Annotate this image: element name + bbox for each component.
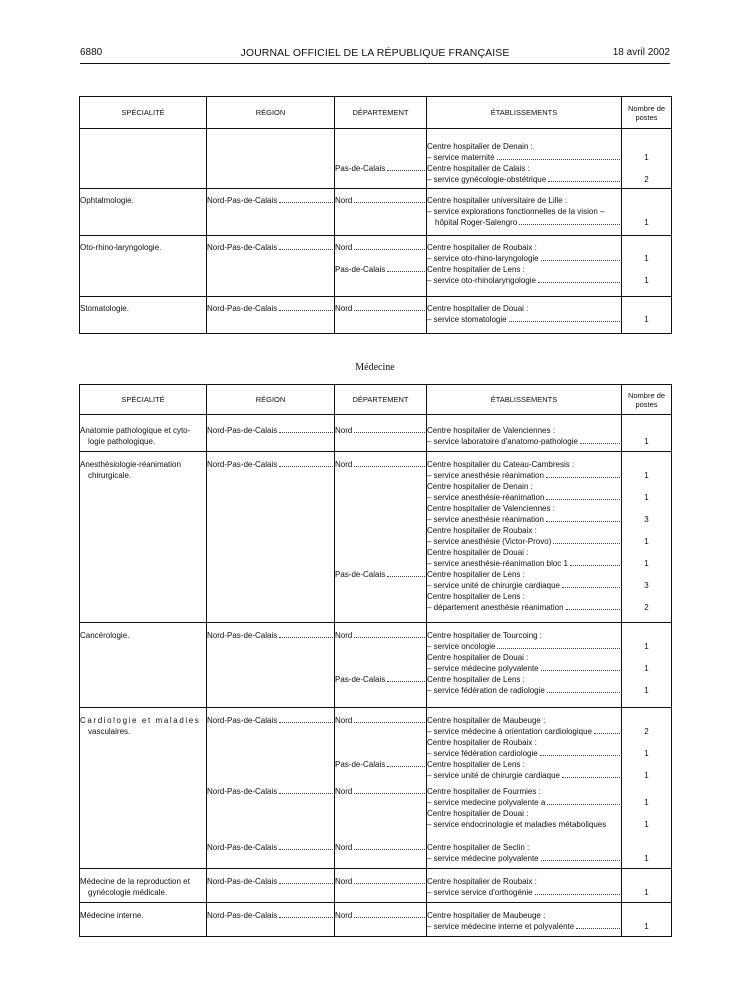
specialite-cell [80,452,207,623]
postes-table-medecine [79,384,672,937]
service-name: – service anesthésie réanimation [427,515,544,524]
region-cell [207,189,335,236]
section-title: Médecine [355,362,395,373]
establishment-name: Centre hospitalier de Douai : [427,304,529,313]
service-name: – département anesthésie réanimation [427,603,564,612]
nombre-cell [622,129,672,189]
postes-count: 1 [644,559,649,568]
departement-cell [335,415,427,452]
departement-text: Nord [335,460,353,469]
departement-text: Pas-de-Calais [335,570,386,579]
nombre-cell [622,415,672,452]
nombre-cell [622,708,672,782]
col-specialite: SPÉCIALITÉ [80,97,207,129]
departement-text: Nord [335,911,353,920]
region-text: Nord-Pas-de-Calais [207,304,278,313]
departement-cell [335,189,427,236]
region-cell [207,236,335,297]
service-name: – service unité de chirurgie cardiaque [427,581,560,590]
departement-cell [335,903,427,937]
establishment-name: Centre hospitalier de Roubaix : [427,526,537,535]
service-name: – service médecine à orientation cardiologique [427,727,592,736]
service-name: – service endocrinologie et maladies métaboliques [427,819,607,829]
service-name: – service médecine polyvalente [427,664,539,673]
postes-count: 1 [644,749,649,758]
region-text: Nord-Pas-de-Calais [207,426,278,435]
col-nombre-line2: postes [635,399,658,409]
etablissements-cell [427,623,622,708]
region-cell [207,903,335,937]
etablissements-cell [427,782,622,835]
nombre-cell [622,452,672,623]
col-departement: DÉPARTEMENT [335,385,427,415]
specialite-text: Oto-rhino-laryngologie. [80,243,162,252]
specialite-text: Médecine de la reproduction et [80,877,190,886]
establishment-name: Centre hospitalier de Douai : [427,808,529,818]
departement-cell [335,835,427,869]
specialite-cell [80,129,207,189]
table-row [80,708,672,782]
table-row [80,297,672,334]
postes-count: 1 [644,493,649,502]
etablissements-cell [427,297,622,334]
specialite-cell [80,835,207,869]
etablissements-cell [427,452,622,623]
establishment-name: Centre hospitalier de Roubaix : [427,738,537,747]
specialite-cell [80,869,207,903]
table-row [80,869,672,903]
service-name: – service gynécologie-obstétrique [427,175,547,184]
col-nombre-line1: Nombre de [627,390,666,400]
region-cell [207,129,335,189]
departement-text: Nord [335,304,353,313]
establishment-name: Centre hospitalier de Roubaix : [427,877,537,886]
service-name: – service explorations fonctionnelles de la vision – [427,207,605,216]
page-number: 6880 [80,47,103,58]
departement-text: Nord [335,877,353,886]
region-cell [207,835,335,869]
service-name: – service fédération de radiologie [427,686,545,695]
etablissements-cell [427,129,622,189]
specialite-text: Anesthésiologie-réanimation [80,460,181,469]
postes-count: 1 [644,797,649,807]
service-name: – service oto-rhino-laryngologie [427,254,539,263]
postes-count: 1 [644,276,649,285]
departement-text: Nord [335,786,353,796]
establishment-name: Centre hospitalier de Lens : [427,675,525,684]
etablissements-cell [427,415,622,452]
specialite-text: Stomatologie. [80,304,129,313]
departement-cell [335,708,427,782]
region-text: Nord-Pas-de-Calais [207,243,278,252]
establishment-name: Centre hospitalier de Maubeuge : [427,911,546,920]
region-text: Nord-Pas-de-Calais [207,460,278,469]
region-cell [207,297,335,334]
region-cell [207,869,335,903]
establishment-name: Centre hospitalier de Calais : [427,164,530,173]
establishment-name: Centre hospitalier de Lens : [427,760,525,769]
establishment-name: Centre hospitalier universitaire de Lille : [427,196,568,205]
postes-count: 1 [644,315,649,324]
nombre-cell [622,236,672,297]
specialite-text: Médecine interne. [80,911,144,920]
specialite-cell [80,189,207,236]
etablissements-cell [427,708,622,782]
service-name: – service oncologie [427,642,496,651]
specialite-cell [80,236,207,297]
service-name: – service stomatologie [427,315,507,324]
nombre-cell [622,189,672,236]
service-name: – service médecine interne et polyvalente [427,922,575,931]
specialite-text: Anatomie pathologique et cyto- [80,426,191,435]
nombre-cell [622,903,672,937]
postes-count: 1 [644,153,649,162]
departement-text: Nord [335,842,353,852]
specialite-text: chirurgicale. [88,471,132,480]
departement-cell [335,297,427,334]
nombre-cell [622,869,672,903]
service-name: – service médecine polyvalente [427,853,539,863]
postes-count: 1 [644,853,649,863]
postes-table-1 [79,96,672,334]
postes-count: 2 [644,727,649,736]
postes-count: 1 [644,686,649,695]
col-region: RÉGION [207,97,335,129]
departement-cell [335,452,427,623]
establishment-name: Centre hospitalier de Roubaix : [427,243,537,252]
table-row [80,236,672,297]
establishment-name: Centre hospitalier de Lens : [427,570,525,579]
region-cell [207,708,335,782]
service-name: – service service d'orthogénie [427,888,533,897]
departement-text: Pas-de-Calais [335,760,386,769]
establishment-name: Centre hospitalier de Valenciennes : [427,504,555,513]
col-region: RÉGION [207,385,335,415]
specialite-cell [80,903,207,937]
establishment-name: Centre hospitalier de Lens : [427,592,525,601]
departement-cell [335,623,427,708]
publication-date: 18 avril 2002 [612,47,670,58]
departement-cell [335,869,427,903]
nombre-cell [622,835,672,869]
establishment-name: Centre hospitalier de Fourmies : [427,786,541,796]
departement-text: Nord [335,243,353,252]
specialite-text: logie pathologique. [88,437,156,446]
region-cell [207,452,335,623]
specialite-text: vasculaires. [88,727,131,736]
postes-count: 1 [644,537,649,546]
specialite-cell [80,623,207,708]
departement-text: Pas-de-Calais [335,265,386,274]
nombre-cell [622,297,672,334]
departement-cell [335,129,427,189]
departement-cell [335,236,427,297]
table-row [80,452,672,623]
departement-text: Nord [335,631,353,640]
specialite-cell [80,708,207,782]
departement-text: Nord [335,716,353,725]
table-row [80,189,672,236]
postes-count: 1 [644,437,649,446]
postes-count: 1 [644,888,649,897]
establishment-name: Centre hospitalier de Denain : [427,142,533,151]
col-specialite: SPÉCIALITÉ [80,385,207,415]
postes-count: 2 [644,175,649,184]
departement-text: Nord [335,426,353,435]
specialite-cell [80,415,207,452]
postes-count: 3 [644,581,649,590]
region-text: Nord-Pas-de-Calais [207,877,278,886]
service-name: – service fédération cardiologie [427,749,538,758]
establishment-name: Centre hospitalier de Douai : [427,653,529,662]
table-row [80,623,672,708]
postes-count: 1 [644,218,649,227]
postes-count: 1 [644,642,649,651]
service-name: – service laboratoire d'anatomo-pathologie [427,437,578,446]
departement-text: Nord [335,196,353,205]
postes-count: 1 [644,922,649,931]
region-cell [207,415,335,452]
col-departement: DÉPARTEMENT [335,97,427,129]
service-name: – service anesthésie-réanimation bloc 1 [427,559,568,568]
col-nombre-postes [622,385,672,415]
col-nombre-postes [622,97,672,129]
service-name: – service anesthésie-réanimation [427,493,545,502]
table-row [80,782,672,835]
establishment-name: Centre hospitalier de Lens : [427,265,525,274]
region-text: Nord-Pas-de-Calais [207,911,278,920]
service-name: hôpital Roger-Salengro [435,218,518,227]
service-name: – service oto-rhinolaryngologie [427,276,536,285]
table-row [80,835,672,869]
postes-count: 1 [644,771,649,780]
region-text: Nord-Pas-de-Calais [207,786,278,796]
nombre-cell [622,623,672,708]
region-text: Nord-Pas-de-Calais [207,716,278,725]
establishment-name: Centre hospitalier de Douai : [427,548,529,557]
col-nombre-line1: Nombre de [627,103,666,113]
establishment-name: Centre hospitalier de Valenciennes : [427,426,555,435]
service-name: – service anesthésie (Victor-Provo) [427,537,552,546]
col-etablissements: ÉTABLISSEMENTS [427,385,622,415]
establishment-name: Centre hospitalier de Tourcoing : [427,631,543,640]
region-cell [207,623,335,708]
region-cell [207,782,335,835]
table-row [80,415,672,452]
establishment-name: Centre hospitalier de Maubeuge : [427,716,546,725]
service-name: – service unité de chirurgie cardiaque [427,771,560,780]
col-nombre-line2: postes [635,112,658,122]
table-row [80,903,672,937]
establishment-name: Centre hospitalier de Seclin : [427,842,530,852]
etablissements-cell [427,189,622,236]
etablissements-cell [427,869,622,903]
service-name: – service maternité [427,153,495,162]
specialite-text: Cancérologie. [80,631,130,640]
specialite-text: Cardiologie et maladies [80,716,201,725]
header-rule [80,63,670,64]
establishment-name: Centre hospitalier du Cateau-Cambresis : [427,460,575,469]
service-name: – service medecine polyvalente a [427,797,546,807]
nombre-cell [622,782,672,835]
departement-cell [335,782,427,835]
region-text: Nord-Pas-de-Calais [207,196,278,205]
specialite-cell [80,782,207,835]
table-row [80,129,672,189]
region-text: Nord-Pas-de-Calais [207,842,278,852]
specialite-cell [80,297,207,334]
postes-count: 3 [644,515,649,524]
postes-count: 1 [644,471,649,480]
establishment-name: Centre hospitalier de Denain : [427,482,533,491]
postes-count: 1 [644,254,649,263]
specialite-text: Ophtalmologie. [80,196,134,205]
postes-count: 1 [644,819,649,829]
specialite-text: gynécologie médicale. [88,888,168,897]
postes-count: 1 [644,664,649,673]
etablissements-cell [427,236,622,297]
service-name: – service anesthésie réanimation [427,471,544,480]
region-text: Nord-Pas-de-Calais [207,631,278,640]
departement-text: Pas-de-Calais [335,164,386,173]
journal-title: JOURNAL OFFICIEL DE LA RÉPUBLIQUE FRANÇAISE [240,47,510,59]
etablissements-cell [427,903,622,937]
departement-text: Pas-de-Calais [335,675,386,684]
postes-count: 2 [644,603,649,612]
etablissements-cell [427,835,622,869]
col-etablissements: ÉTABLISSEMENTS [427,97,622,129]
